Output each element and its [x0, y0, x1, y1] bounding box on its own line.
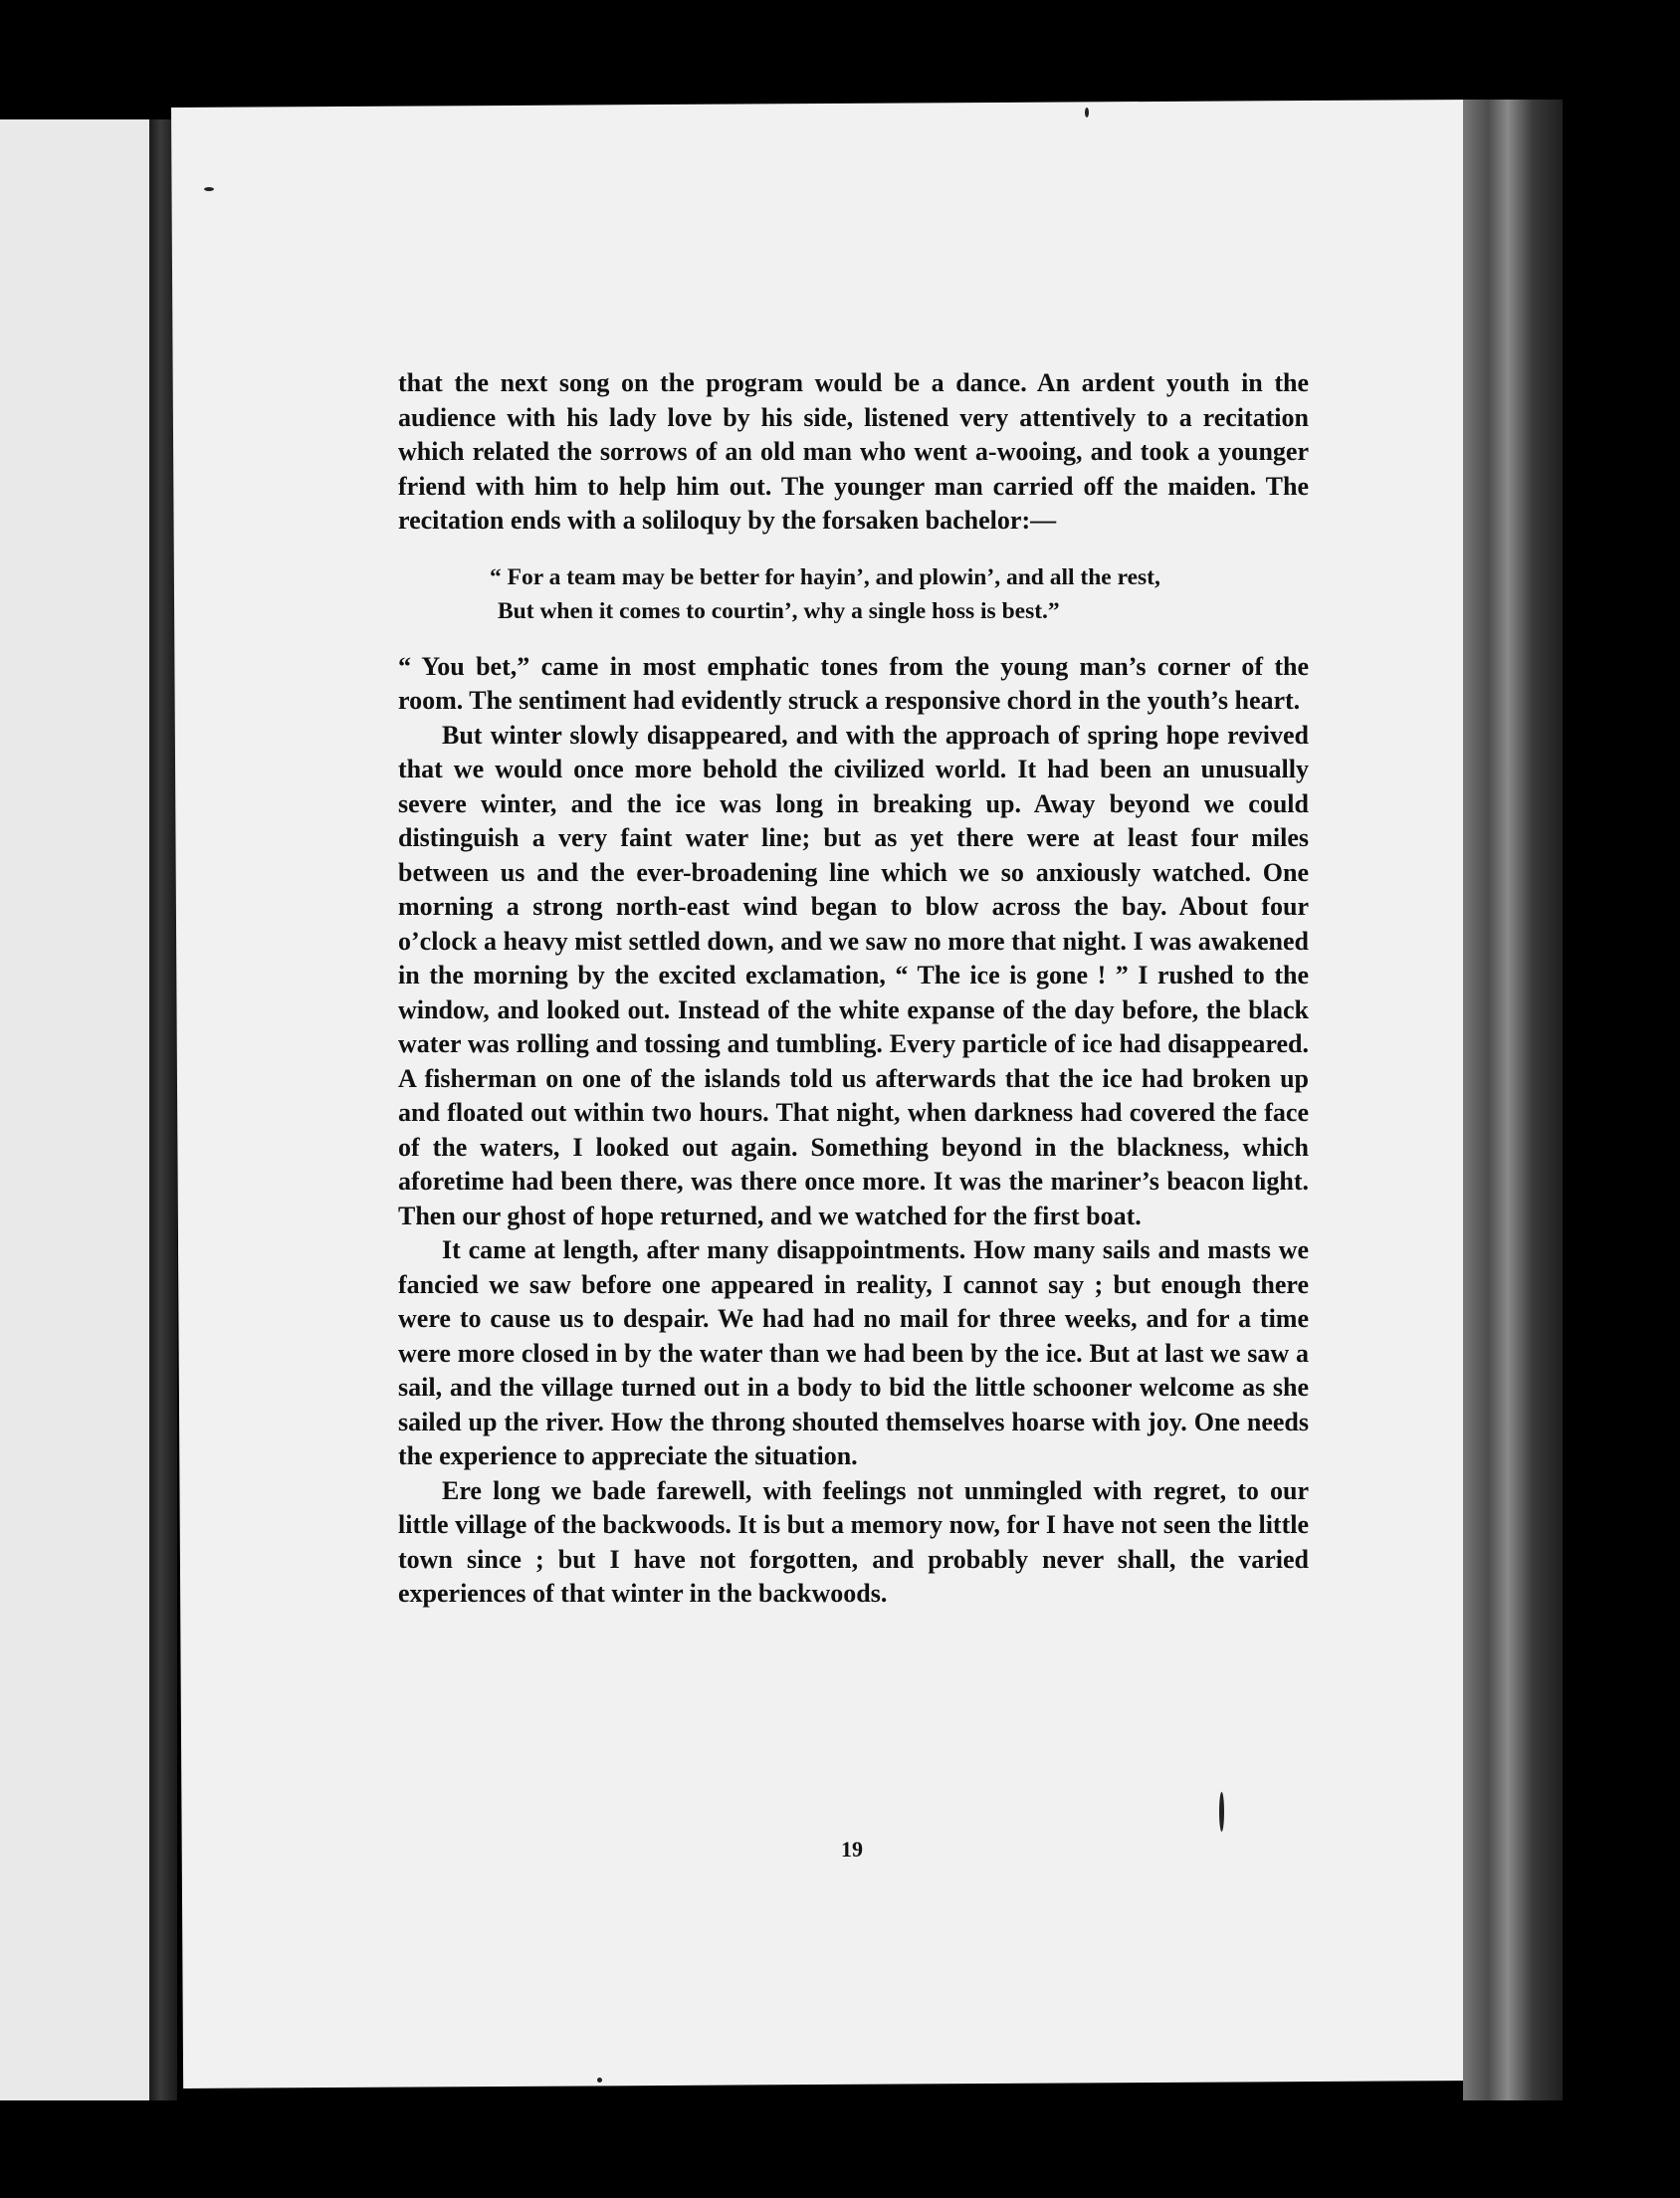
paragraph-you-bet: “ You bet,” came in most emphatic tones from the young man’s corner of the room. The sentiment had evidently struck a responsive chord in the youth’s heart. — [398, 651, 1309, 715]
paragraph-farewell: Ere long we bade farewell, with feelings not unmingled with regret, to our little village of the backwoods. It is but a memory now, for I have not seen the little town since ; but I have not forgotten, and probably never shall, the varied experiences of that winter in the backwoods. — [398, 1475, 1309, 1608]
verse-quote — [490, 560, 1309, 628]
paragraph-spring: But winter slowly disappeared, and with the approach of spring hope revived that we would once more behold the civilized world. It had been an unusually severe winter, and the ice was long in breaking up. Away beyond we could distinguish a very faint water line; but as yet there were at least four miles between us and the ever-broadening line which we so anxiously watched. One morning a strong north-east wind began to blow across the bay. About four o’clock a heavy mist settled down, and we saw no more that night. I was awakened in the morning by the excited exclamation, “ The ice is gone ! ” I rushed to the window, and looked out. Instead of the white expanse of the day before, the black water was rolling and tossing and tumbling. Every particle of ice had disappeared. A fisherman on one of the islands told us afterwards that the ice had broken up and floated out within two hours. That night, when darkness had covered the face of the waters, I looked out again. Something beyond in the blackness, which aforetime had been there, was there once more. It was the mariner’s beacon light. Then our ghost of hope returned, and we watched for the first boat. — [398, 720, 1309, 1230]
verse-line-1: “ For a team may be better for hayin’, and plowin’, and all the rest, — [490, 563, 1160, 590]
facing-page — [0, 119, 159, 2100]
paragraph-boat: It came at length, after many disappointments. How many sails and masts we fancied we saw before one appeared in reality, I cannot say ; but enough there were to cause us to despair. We had had no mail for three weeks, and for a time were more closed in by the water than we had been by the ice. But at last we saw a sail, and the village turned out in a body to bid the little schooner welcome as she sailed up the river. How the throng shouted themselves hoarse with joy. One needs the experience to appreciate the situation. — [398, 1235, 1309, 1470]
page-number: 19 — [841, 1837, 863, 1862]
scan-speck — [1219, 1792, 1224, 1832]
page-edge — [1463, 100, 1563, 2100]
scan-speck — [1085, 108, 1089, 117]
scan-speck — [204, 187, 214, 191]
paragraph-dance: that the next song on the program would be a dance. An ardent youth in the audience with his lady love by his side, listened very attentively to a recitation which related the sorrows of an old man who went a-wooing, and took a younger friend with him to help him out. The younger man carried off the maiden. The recitation ends with a soliloquy by the forsaken bachelor:— — [398, 368, 1309, 535]
page-text — [398, 366, 1309, 1612]
verse-line-2: But when it comes to courtin’, why a single hoss is best.” — [498, 597, 1060, 624]
scan-speck — [597, 2078, 602, 2083]
